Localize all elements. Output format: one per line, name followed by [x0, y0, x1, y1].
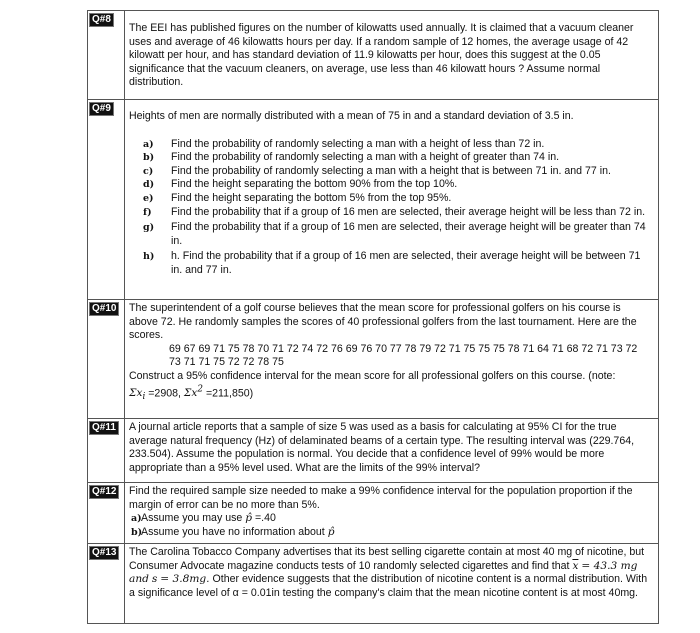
question-table [87, 10, 659, 624]
question-10-scores: 69 67 69 71 75 78 70 71 72 74 72 76 69 76 70 77 78 79 72 71 75 75 75 78 71 64 71 68 72 71 73 72 73 71 71 75 72 72 78 75 [169, 342, 638, 369]
question-label-10: Q#10 [89, 302, 119, 316]
question-label-11: Q#11 [89, 421, 119, 435]
list-item: g) Find the probability that if a group of 16 men are selected, their average height will be greater than 74 in. [143, 221, 646, 247]
list-item: e) Find the height separating the bottom 5% from the top 95%. [143, 191, 452, 204]
list-item: b) Find the probability of randomly selecting a man with a height of greater than 74 in. [143, 151, 560, 164]
question-11-text: A journal article reports that a sample of size 5 was used as a basis for calculating at 95% CI for the true average natural frequency (Hz) of delaminated beams of a certain type. The resulting interval was (229.764, 233.504). Assume the population is normal. You decide that a confidence level of 99% would be more appropriate than a 95% level used. What are the limits of the 99% interval? [129, 421, 635, 474]
question-10-instruction: Construct a 95% confidence interval for the mean score for all professional golfers on this course. (note: $\Sigma x_i =2908$, $\Sigma x^2 =211,850$) [129, 369, 616, 403]
question-row-13 [88, 544, 658, 623]
question-label-12: Q#12 [89, 485, 119, 499]
question-row-12 [88, 483, 658, 544]
list-item: a) Find the probability of randomly selecting a man with a height of less than 72 in. [143, 137, 545, 150]
question-row-8 [88, 11, 658, 100]
list-item: b) Assume you have no information about p̂ [131, 525, 335, 538]
list-item: d) Find the height separating the bottom 90% from the top 10%. [143, 178, 458, 191]
question-10-text: The superintendent of a golf course believes that the mean score for professional golfers on his course is above 72. He randomly samples the scores of 40 professional golfers from the last tournament. Here are the scores. [129, 302, 637, 342]
question-label-8: Q#8 [89, 13, 114, 27]
question-row-9 [88, 100, 658, 300]
list-item: h) h. Find the probability that if a group of 16 men are selected, their average height will be between 71 in. and 77 in. [143, 250, 641, 276]
question-9-intro: Heights of men are normally distributed with a mean of 75 in and a standard deviation of 3.5 in. [129, 110, 574, 122]
question-row-11 [88, 419, 658, 483]
question-label-9: Q#9 [89, 102, 114, 116]
list-item: a) Assume you may use p̂ =.40 [131, 512, 276, 525]
list-item: c) Find the probability of randomly selecting a man with a height that is between 71 in. and 77 in. [143, 164, 611, 177]
list-item: f) Find the probability that if a group of 16 men are selected, their average height will be less than 72 in. [143, 205, 646, 218]
question-8-text: The EEI has published figures on the number of kilowatts used annually. It is claimed that a vacuum cleaner uses and average of 46 kilowatts hours per day. If a random sample of 12 homes, the average usage of 42 kilowatt per hour, and has standard deviation of 11.9 kilowatts per hour, does this suggest at the 0.05 significance that the vacuum cleaners, on average, use less than 46 kilowatt hours ? Assume normal distribution. [129, 22, 634, 89]
question-13-text: The Carolina Tobacco Company advertises that its best selling cigarette contain at most 40 mg of nicotine, but Consumer Advocate magazine conducts tests of 10 randomly selected cigarettes and find that $\overline{x} = 43.3$ mg and s = 3.8mg. Other evidence suggests that the distribution of nicotine content is a normal distribution. With a significance level of α = 0.01in testing the company's claim that the mean nicotine content is at most 40mg. [129, 546, 648, 599]
question-row-10 [88, 300, 658, 419]
question-9-parts [129, 138, 652, 278]
question-label-13: Q#13 [89, 546, 119, 560]
question-12-text: Find the required sample size needed to make a 99% confidence interval for the population proportion if the margin of error can be no more than 5%. [129, 485, 633, 511]
question-12-parts [129, 512, 652, 539]
